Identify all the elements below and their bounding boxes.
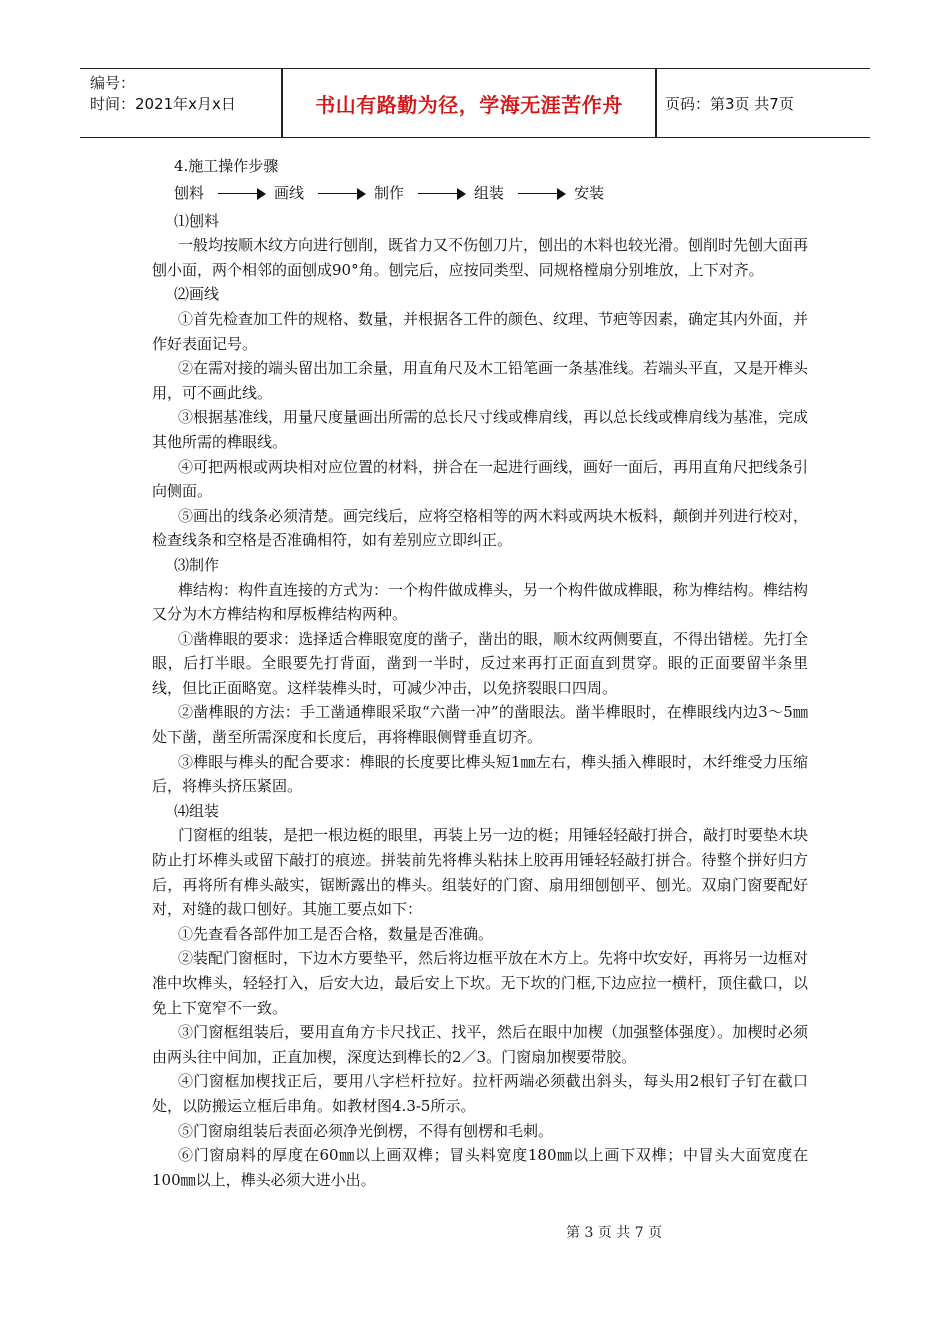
section-title: 4.施工操作步骤 (174, 157, 279, 175)
paragraph: ③根据基准线，用量尺度量画出所需的总长尺寸线或榫肩线，再以总长线或榫肩线为基准，完成其他所需的榫眼线。 (152, 408, 809, 451)
flow-step: 制作 (374, 184, 405, 203)
paragraph: ②在需对接的端头留出加工余量，用直角尺及木工铅笔画一条基准线。若端头平直，又是开榫头用，可不画此线。 (152, 359, 809, 402)
arrow-right-icon (218, 188, 266, 200)
paragraph: ②装配门窗框时，下边木方要垫平，然后将边框平放在木方上。先将中坎安好，再将另一边框对准中坎榫头，轻轻打入，后安大边，最后安上下坎。无下坎的门框,下边应拉一横杆，顶住截口，以免上下宽窄不一致。 (152, 949, 809, 1017)
header-motto: 书山有路勤为径，学海无涯苦作舟 (315, 92, 623, 117)
paragraph: ⑤门窗扇组装后表面必须净光倒楞，不得有刨楞和毛刺。 (178, 1121, 554, 1140)
arrow-right-icon (318, 188, 366, 200)
document-number-label: 编号： (90, 74, 136, 92)
paragraph: 一般均按顺木纹方向进行刨削，既省力又不伤刨刀片，刨出的木料也较光滑。刨削时先刨大面再刨小面，两个相邻的面刨成90°角。刨完后，应按同类型、同规格樘扇分别堆放，上下对齐。 (152, 236, 809, 279)
arrow-right-icon (418, 188, 466, 200)
subheading: ⑵画线 (174, 285, 220, 304)
page-header (80, 68, 870, 138)
paragraph: ①首先检查加工件的规格、数量，并根据各工件的颜色、纹理、节疤等因素，确定其内外面，并作好表面记号。 (152, 309, 809, 353)
header-left-cell (90, 69, 280, 137)
subheading: ⑴刨料 (174, 211, 220, 230)
paragraph: ④门窗框加楔找正后，要用八字栏杆拉好。拉杆两端必须截出斜头，每头用2根钉子钉在截口处，以防搬运立框后串角。如教材图4.3-5所示。 (152, 1072, 808, 1115)
document-date: 时间：2021年x月x日 (90, 95, 236, 113)
paragraph: ⑤画出的线条必须清楚。画完线后，应将空格相等的两木料或两块木板料，颠倒并列进行校对，检查线条和空格是否准确相符，如有差别应立即纠正。 (152, 506, 809, 550)
paragraph: ①先查看各部件加工是否合格，数量是否准确。 (178, 924, 494, 943)
arrow-right-icon (518, 188, 566, 200)
paragraph: ②凿榫眼的方法：手工凿通榫眼采取“六凿一冲”的凿眼法。凿半榫眼时，在榫眼线内边3～5㎜处下凿，凿至所需深度和长度后，再将榫眼侧臂垂直切齐。 (152, 703, 808, 747)
flow-step: 画线 (274, 184, 305, 203)
paragraph: 榫结构：构件直连接的方式为：一个构件做成榫头，另一个构件做成榫眼，称为榫结构。榫结构又分为木方榫结构和厚板榫结构两种。 (152, 580, 809, 624)
paragraph-list (152, 209, 809, 1193)
paragraph: ⑥门窗扇料的厚度在60㎜以上画双榫；冒头料宽度180㎜以上画下双榫；中冒头大面宽度在100㎜以上，榫头必须大进小出。 (152, 1146, 808, 1189)
header-page-info: 页码：第3页 共7页 (665, 94, 794, 113)
flow-step: 组装 (474, 184, 505, 203)
subheading: ⑶制作 (174, 555, 220, 574)
header-divider-right (655, 69, 657, 137)
subheading: ⑷组装 (174, 801, 220, 820)
paragraph: 门窗框的组装，是把一根边梃的眼里，再装上另一边的梃；用锤轻轻敲打拼合，敲打时要垫木块防止打坏榫头或留下敲打的痕迹。拼装前先将榫头粘抹上胶再用锤轻轻敲打拼合。待整个拼好归方后，再将所有榫头敲实，锯断露出的榫头。组装好的门窗、扇用细刨刨平、刨光。双扇门窗要配好对，对缝的裁口刨好。其施工要点如下： (152, 826, 809, 919)
document-body (152, 154, 809, 1192)
flow-step: 安装 (574, 184, 605, 203)
paragraph: ③门窗框组装后，要用直角方卡尺找正、找平，然后在眼中加楔（加强整体强度）。加楔时必须由两头往中间加，正直加楔，深度达到榫长的2／3。门窗扇加楔要带胶。 (152, 1023, 808, 1066)
paragraph: ①凿榫眼的要求：选择适合榫眼宽度的凿子，凿出的眼，顺木纹两侧要直，不得出错槎。先打全眼，后打半眼。全眼要先打背面，凿到一半时，反过来再打正面直到贯穿。眼的正面要留半条里线，但比正面略宽。这样装榫头时，可减少冲击，以免挤裂眼口四周。 (152, 629, 809, 697)
process-flow (174, 179, 808, 209)
footer-page-number: 第 3 页 共 7 页 (566, 1225, 663, 1241)
paragraph: ④可把两根或两块相对应位置的材料，拼合在一起进行画线，画好一面后，再用直角尺把线条引向侧面。 (152, 457, 809, 501)
flow-step: 刨料 (174, 184, 205, 203)
paragraph: ③榫眼与榫头的配合要求：榫眼的长度要比榫头短1㎜左右，榫头插入榫眼时，木纤维受力压缩后，将榫头挤压紧固。 (152, 752, 808, 796)
